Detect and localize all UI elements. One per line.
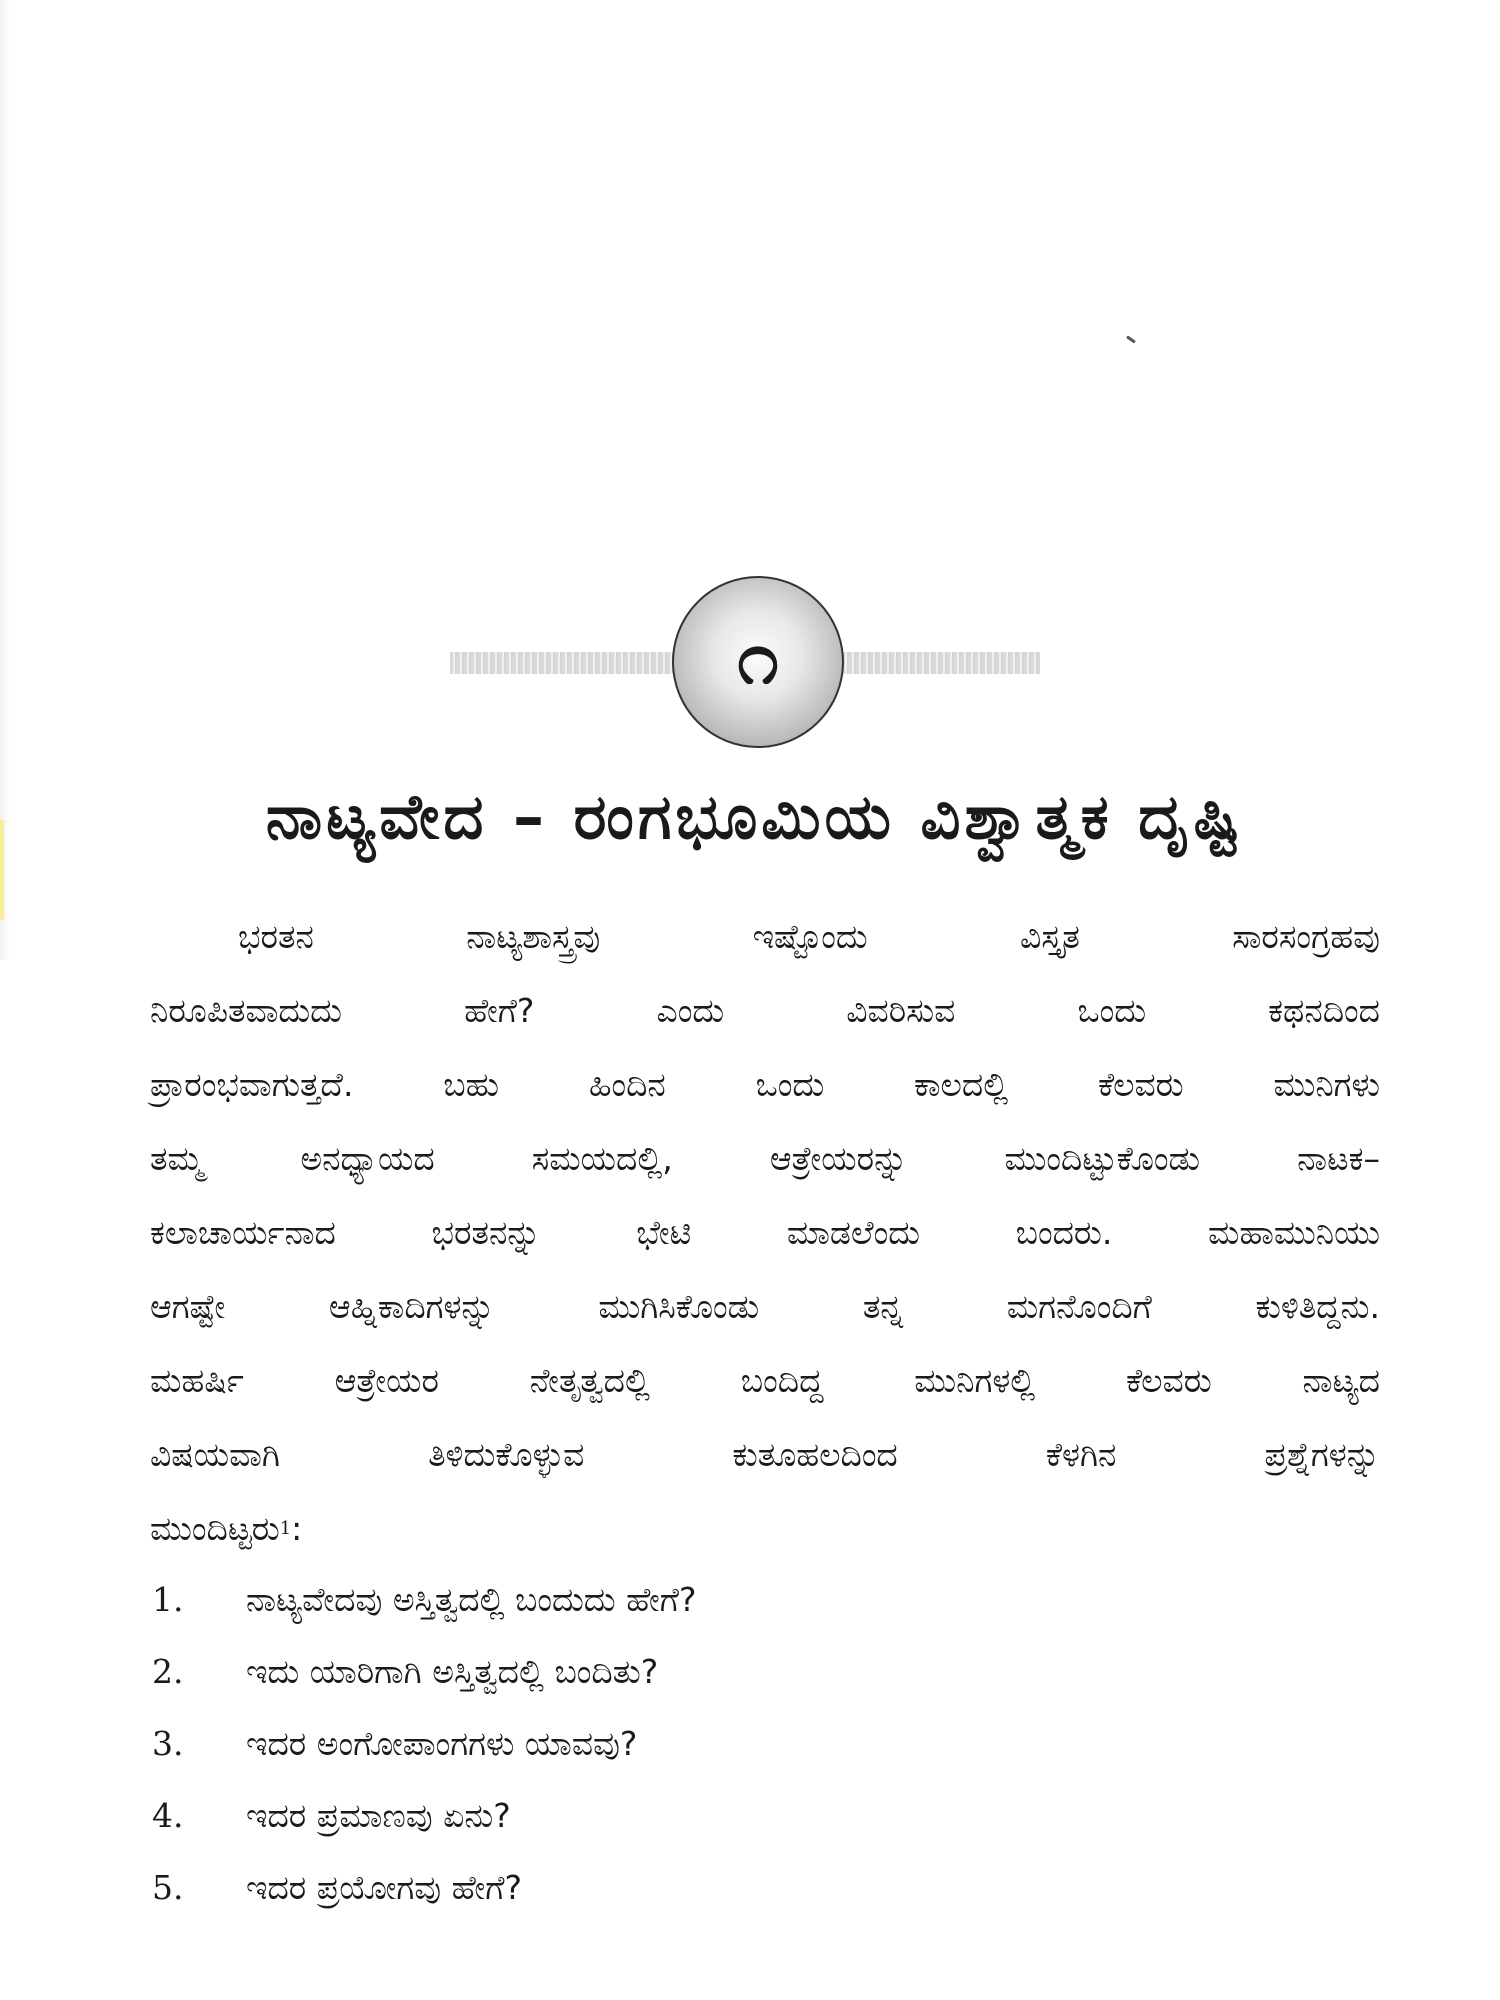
word: ನೇತೃತ್ವದಲ್ಲಿ: [529, 1361, 650, 1400]
word: ಭರತನ: [238, 917, 314, 956]
question-item: [152, 1724, 1352, 1796]
paragraph-line: [150, 900, 1380, 974]
word: ಆತ್ರೇಯರ: [334, 1361, 439, 1400]
word: ಒಂದು: [1077, 991, 1147, 1030]
word: ಬಂದಿದ್ದ: [740, 1361, 824, 1400]
word: ಆಹ್ನಿಕಾದಿಗಳನ್ನು: [328, 1287, 495, 1326]
paragraph-line: [150, 1344, 1380, 1418]
word: ಇಷ್ಟೊಂದು: [752, 917, 868, 956]
word: ಮಹರ್ಷಿ: [150, 1361, 244, 1400]
word: ಆತ್ರೇಯರನ್ನು: [769, 1139, 908, 1178]
word: ಎಂದು: [656, 991, 725, 1030]
paragraph-line: [150, 1122, 1380, 1196]
question-item: [152, 1796, 1352, 1868]
word: ಮಗನೊಂದಿಗೆ: [1006, 1287, 1152, 1326]
word: ಮುಗಿಸಿಕೊಂಡು: [598, 1287, 760, 1326]
word: ತನ್ನ: [862, 1287, 904, 1326]
word: ಕುಳಿತಿದ್ದನು.: [1255, 1287, 1380, 1326]
word: ನಿರೂಪಿತವಾದುದು: [150, 991, 342, 1030]
question-item: [152, 1868, 1352, 1940]
word: ಕಲಾಚಾರ್ಯನಾದ: [150, 1213, 336, 1252]
chapter-number: ೧: [737, 615, 779, 701]
word: ಮಹಾಮುನಿಯು: [1208, 1213, 1380, 1252]
scan-edge-shadow: [0, 0, 10, 960]
word: ಪ್ರಾರಂಭವಾಗುತ್ತದೆ.: [150, 1065, 354, 1104]
paragraph-last-line: [150, 1492, 1380, 1566]
word: ಪ್ರಶ್ನೆಗಳನ್ನು: [1264, 1435, 1380, 1474]
footnote-marker: 1: [279, 1518, 292, 1539]
paragraph-line: [150, 974, 1380, 1048]
word: ಬಂದರು.: [1015, 1213, 1113, 1252]
word: ಮುಂದಿಟ್ಟುಕೊಂಡು: [1004, 1139, 1201, 1178]
paragraph-line: [150, 1270, 1380, 1344]
question-item: [152, 1652, 1352, 1724]
chapter-number-badge: [672, 576, 844, 748]
word: ಕೆಲವರು: [1126, 1361, 1212, 1400]
body-paragraph: [150, 900, 1380, 1566]
word: ತಮ್ಮ: [150, 1139, 204, 1178]
word: ಬಹು: [443, 1065, 500, 1104]
word: ಸಮಯದಲ್ಲಿ,: [531, 1139, 673, 1178]
chapter-title: ನಾಟ್ಯವೇದ – ರಂಗಭೂಮಿಯ ವಿಶ್ವಾತ್ಮಕ ದೃಷ್ಟಿ: [265, 780, 1245, 853]
word: ಒಂದು: [755, 1065, 825, 1104]
scan-speck: [1126, 335, 1136, 343]
word: ಕೆಳಗಿನ: [1045, 1435, 1117, 1474]
word: ಸಾರಸಂಗ್ರಹವು: [1232, 917, 1380, 956]
question-number: 3.: [152, 1724, 184, 1763]
word: ವಿಷಯವಾಗಿ: [150, 1435, 280, 1474]
word: ತಿಳಿದುಕೊಳ್ಳುವ: [428, 1435, 585, 1474]
question-number: 1.: [152, 1580, 184, 1619]
scan-edge-mark: [0, 820, 4, 920]
word: ಮಾಡಲೆಂದು: [786, 1213, 921, 1252]
word: ಭೇಟಿ: [636, 1213, 692, 1252]
last-line-colon: :: [291, 1509, 303, 1548]
last-line-text: ಮುಂದಿಟ್ಟರು: [150, 1509, 280, 1548]
word: ನಾಟ್ಯಶಾಸ್ತ್ರವು: [466, 917, 601, 956]
word: ಕಥನದಿಂದ: [1268, 991, 1380, 1030]
word: ಆಗಷ್ಟೇ: [150, 1287, 226, 1326]
word: ಅನಧ್ಯಾಯದ: [300, 1139, 435, 1178]
question-item: [152, 1580, 1352, 1652]
word: ವಿವರಿಸುವ: [846, 991, 956, 1030]
question-text: ಇದರ ಅಂಗೋಪಾಂಗಗಳು ಯಾವವು?: [246, 1724, 638, 1763]
question-text: ಇದು ಯಾರಿಗಾಗಿ ಅಸ್ತಿತ್ವದಲ್ಲಿ ಬಂದಿತು?: [246, 1652, 659, 1691]
word: ನಾಟಕ–: [1297, 1139, 1380, 1178]
word: ಕೆಲವರು: [1098, 1065, 1184, 1104]
word: ಮುನಿಗಳಲ್ಲಿ: [914, 1361, 1036, 1400]
paragraph-line: [150, 1196, 1380, 1270]
question-number: 2.: [152, 1652, 184, 1691]
word: ಕಾಲದಲ್ಲಿ: [914, 1065, 1009, 1104]
question-text: ಇದರ ಪ್ರಮಾಣವು ಏನು?: [246, 1796, 511, 1835]
word: ಭರತನನ್ನು: [431, 1213, 541, 1252]
word: ಹೇಗೆ?: [464, 991, 535, 1030]
question-text: ಇದರ ಪ್ರಯೋಗವು ಹೇಗೆ?: [246, 1868, 522, 1907]
word: ವಿಸ್ತೃತ: [1020, 917, 1080, 956]
word: ನಾಟ್ಯದ: [1302, 1361, 1380, 1400]
question-list: [152, 1580, 1352, 1940]
paragraph-line: [150, 1048, 1380, 1122]
word: ಹಿಂದಿನ: [588, 1065, 666, 1104]
word: ಕುತೂಹಲದಿಂದ: [732, 1435, 898, 1474]
question-number: 5.: [152, 1868, 184, 1907]
word: ಮುನಿಗಳು: [1273, 1065, 1380, 1104]
question-text: ನಾಟ್ಯವೇದವು ಅಸ್ತಿತ್ವದಲ್ಲಿ ಬಂದುದು ಹೇಗೆ?: [246, 1580, 697, 1619]
question-number: 4.: [152, 1796, 184, 1835]
paragraph-line: [150, 1418, 1380, 1492]
